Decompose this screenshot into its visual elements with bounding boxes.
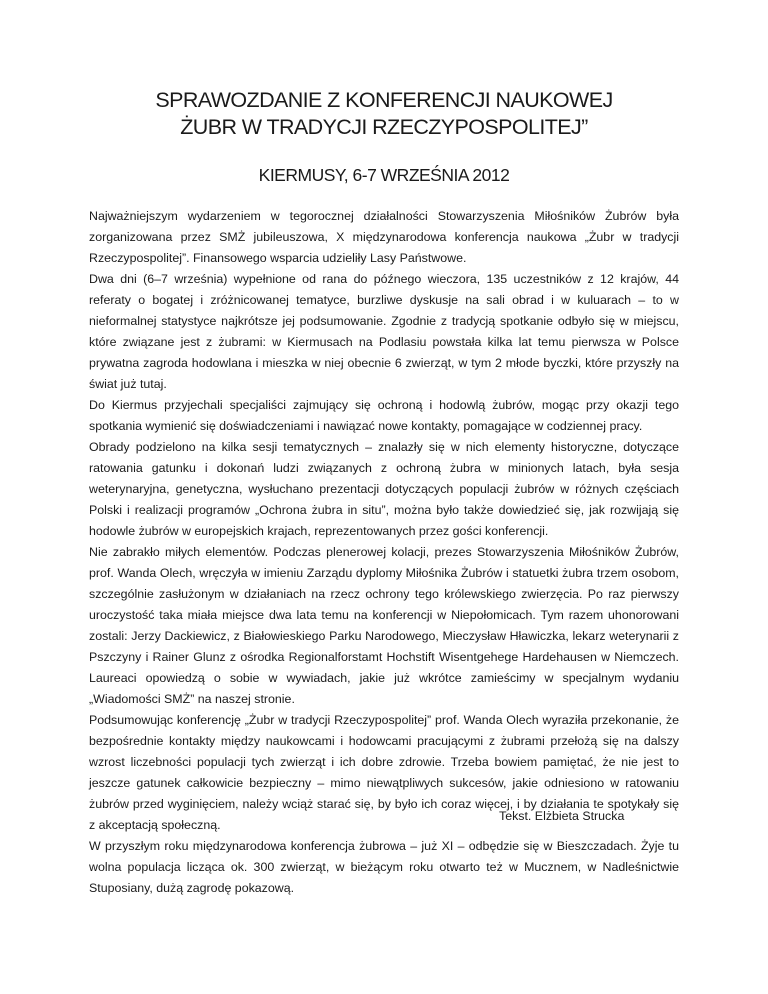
title-line-2: ŻUBR W TRADYCJI RZECZYPOSPOLITEJ” — [180, 115, 588, 139]
title-line-1: SPRAWOZDANIE Z KONFERENCJI NAUKOWEJ — [155, 88, 613, 112]
paragraph: W przyszłym roku międzynarodowa konferencja żubrowa – już XI – odbędzie się w Bieszczadach. Żyje tu wolna populacja licząca ok. 300 zwierząt, w bieżącym roku otwarto też w Mucznem, w Nadleśnictwie Stuposiany, dużą zagrodę pokazową. — [89, 839, 679, 895]
paragraph: Dwa dni (6–7 września) wypełnione od rana do późnego wieczora, 135 uczestników z 12 krajów, 44 referaty o bogatej i zróżnicowanej tematyce, burzliwe dyskusje na sali obrad i w kuluarach – to w nieformalnej statystyce najkrótsze jej podsumowanie. Zgodnie z tradycją spotkanie odbyło się w miejscu, które związane jest z żubrami: w Kiermusach na Podlasiu powstała kilka lat temu pierwsza w Polsce prywatna zagroda hodowlana i mieszka w niej obecnie 6 zwierząt, w tym 2 młode byczki, które przyszły na świat już tutaj. — [89, 272, 679, 391]
paragraph: Najważniejszym wydarzeniem w tegorocznej działalności Stowarzyszenia Miłośników Żubrów była zorganizowana przez SMŻ jubileuszowa, X międzynarodowa konferencja naukowa „Żubr w tradycji Rzeczypospolitej”. Finansowego wsparcia udzieliły Lasy Państwowe. — [89, 209, 679, 265]
article-body — [89, 206, 679, 899]
paragraph: Nie zabrakło miłych elementów. Podczas plenerowej kolacji, prezes Stowarzyszenia Miłośników Żubrów, prof. Wanda Olech, wręczyła w imieniu Zarządu dyplomy Miłośnika Żubrów i statuetki żubra trzem osobom, szczególnie zasłużonym w działaniach na rzecz ochrony tego królewskiego zwierzęcia. Po raz pierwszy uroczystość taka miała miejsce dwa lata temu na konferencji w Niepołomicach. Tym razem uhonorowani zostali: Jerzy Dackiewicz, z Białowieskiego Parku Narodowego, Mieczysław Hławiczka, lekarz weterynarii z Pszczyny i Rainer Glunz z ośrodka Regionalforstamt Hochstift Wisentgehege Hardehausen w Niemczech. Laureaci opowiedzą o sobie w wywiadach, jakie już wkrótce zamieścimy w specjalnym wydaniu „Wiadomości SMŻ” na naszej stronie. — [89, 545, 679, 706]
paragraph: Obrady podzielono na kilka sesji tematycznych – znalazły się w nich elementy historyczne, dotyczące ratowania gatunku i dokonań ludzi związanych z ochroną żubra w minionych latach, była sesja weterynaryjna, genetyczna, wysłuchano prezentacji dotyczących populacji żubrów w różnych częściach Polski i realizacji programów „Ochrona żubra in situ”, można było także dowiedzieć się, jak rozwijają się hodowle żubrów w europejskich krajach, reprezentowanych przez gości konferencji. — [89, 440, 679, 538]
document-subtitle: KIERMUSY, 6-7 WRZEŚNIA 2012 — [258, 165, 510, 185]
author-signature: Tekst. Elżbieta Strucka — [499, 809, 625, 823]
paragraph: Do Kiermus przyjechali specjaliści zajmujący się ochroną i hodowlą żubrów, mogąc przy okazji tego spotkania wymienić się doświadczeniami i nawiązać nowe kontakty, pomagające w codziennej pracy. — [89, 398, 679, 433]
paragraph: Podsumowując konferencję „Żubr w tradycji Rzeczypospolitej” prof. Wanda Olech wyraziła przekonanie, że bezpośrednie kontakty między naukowcami i hodowcami pracującymi z żubrami przełożą się na dalszy wzrost liczebności populacji tych zwierząt i ich dobre zdrowie. Trzeba bowiem pamiętać, że nie jest to jeszcze gatunek całkowicie bezpieczny – mimo niewątpliwych sukcesów, jakie odniesiono w ratowaniu żubrów przed wyginięciem, należy wciąż starać się, by było ich coraz więcej, i by działania te spotykały się z akceptacją społeczną. — [89, 713, 679, 832]
document-title — [0, 87, 768, 141]
